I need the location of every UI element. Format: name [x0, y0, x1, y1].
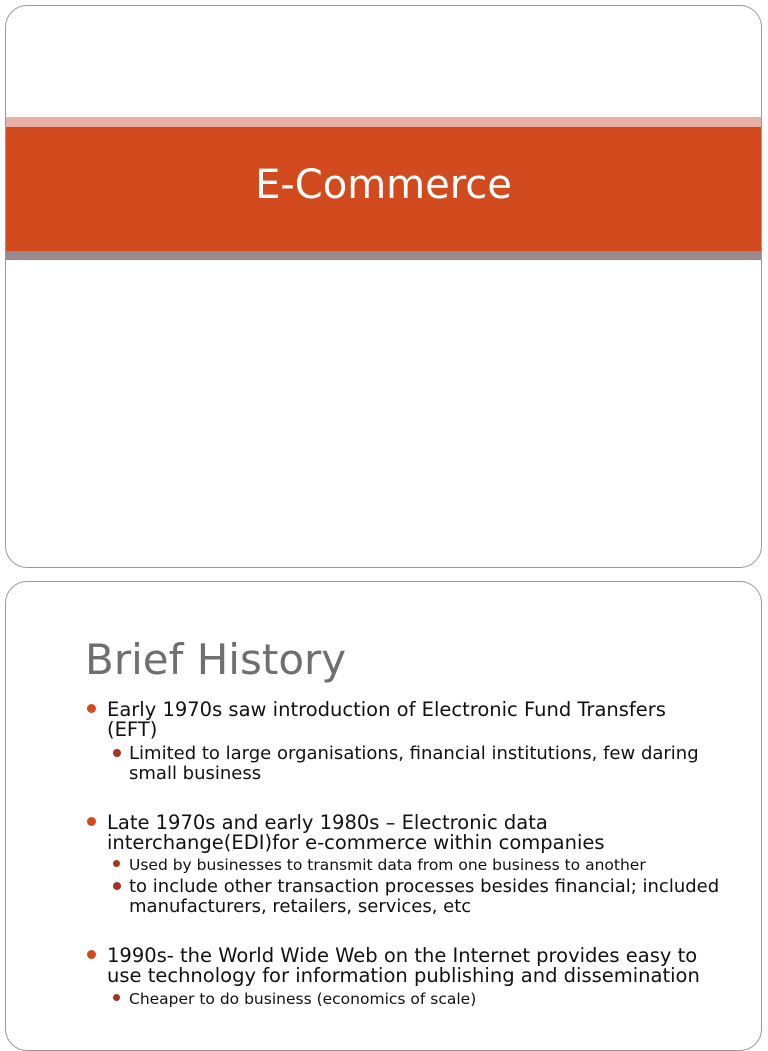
- sub-bullet-item: [6, 744, 761, 784]
- sub-bullet-item: [6, 990, 761, 1008]
- sub-bullet-text: Cheaper to do business (economics of scale): [129, 990, 477, 1008]
- bullet-list: [6, 700, 761, 1008]
- title-accent-band-top: [6, 117, 761, 127]
- content-slide: [5, 581, 762, 1051]
- title-slide: [5, 5, 762, 568]
- bullet-item: [6, 813, 761, 853]
- slide-title: E-Commerce: [255, 162, 512, 208]
- slide-heading: Brief History: [85, 635, 347, 684]
- sub-bullet-dot-icon: [113, 994, 120, 1001]
- sub-bullet-item: [6, 856, 761, 874]
- title-band: [6, 127, 761, 251]
- sub-bullet-item: [6, 877, 761, 917]
- bullet-item: [6, 700, 761, 740]
- bullet-dot-icon: [87, 950, 96, 959]
- bullet-dot-icon: [87, 704, 96, 713]
- sub-bullet-text: Used by businesses to transmit data from one business to another: [129, 856, 646, 874]
- sub-bullet-dot-icon: [113, 882, 121, 890]
- sub-bullet-text: Limited to large organisations, financial institutions, few daring small business: [129, 743, 699, 784]
- bullet-text: Late 1970s and early 1980s – Electronic data interchange(EDI)for e-commerce within companies: [107, 811, 605, 854]
- title-accent-band-bottom: [6, 251, 761, 260]
- sub-bullet-text: to include other transaction processes besides financial; included manufacturers, retailers, services, etc: [129, 876, 720, 917]
- sub-bullet-dot-icon: [113, 749, 121, 757]
- bullet-dot-icon: [87, 817, 96, 826]
- bullet-text: Early 1970s saw introduction of Electronic Fund Transfers (EFT): [107, 698, 666, 741]
- sub-bullet-dot-icon: [113, 860, 120, 867]
- bullet-item: [6, 946, 761, 986]
- bullet-text: 1990s- the World Wide Web on the Internet provides easy to use technology for information publishing and dissemination: [107, 944, 700, 987]
